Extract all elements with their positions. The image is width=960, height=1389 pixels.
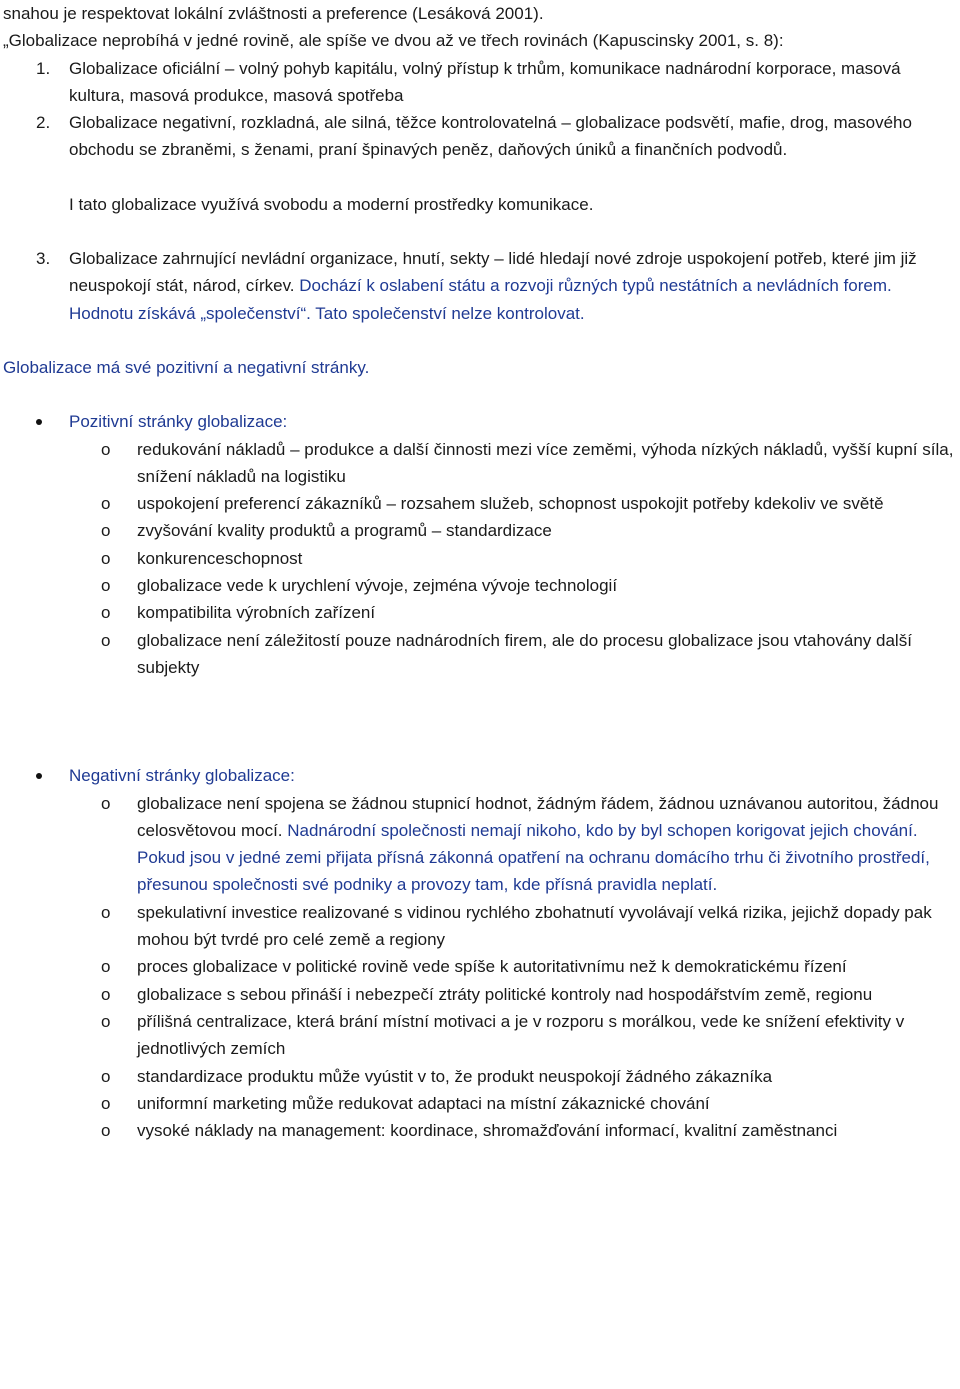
negative-heading-text: Negativní stránky globalizace: — [69, 766, 295, 786]
spacer — [0, 681, 960, 708]
negative-item-text: globalizace s sebou přináší i nebezpečí ztráty politické kontroly nad hospodářstvím země, regionu — [137, 984, 873, 1004]
negative-item-text: uniformní marketing může redukovat adaptaci na místní zákaznické chování — [137, 1093, 710, 1113]
intro-line-1: snahou je respektovat lokální zvláštnosti a preference (Lesáková 2001). — [3, 4, 544, 23]
negative-item-text-part2: Nadnárodní společnosti nemají nikoho, kdo by byl schopen korigovat jejich chování. Pokud jsou v jedné zemi přijata přísná zákonná opatření na ochranu domácího trhu či životního prostředí, přesunou společnosti své podniky a provozy tam, kde přísná pravidla neplatí. — [137, 820, 930, 895]
level-1-text: Globalizace oficiální – volný pohyb kapitálu, volný přístup k trhům, komunikace nadnárodní korporace, masová kultura, masová produkce, masová spotřeba — [69, 58, 901, 105]
negative-item — [0, 1117, 960, 1144]
positive-item — [0, 517, 960, 544]
circle-bullet-icon: o — [101, 603, 111, 623]
level-2-note: I tato globalizace využívá svobodu a moderní prostředky komunikace. — [69, 194, 594, 214]
circle-bullet-icon: o — [101, 1011, 111, 1031]
spacer — [0, 327, 960, 354]
spacer — [0, 164, 960, 191]
circle-bullet-icon: o — [101, 957, 111, 977]
summary-line: Globalizace má své pozitivní a negativní stránky. — [3, 357, 370, 377]
circle-bullet-icon: o — [101, 494, 111, 514]
positive-heading — [0, 408, 960, 435]
positive-item — [0, 490, 960, 517]
negative-item — [0, 899, 960, 954]
negative-item-text: spekulativní investice realizované s vidinou rychlého zbohatnutí vyvolávají velká rizika, jejichž dopady pak mohou být tvrdé pro celé země a regiony — [137, 902, 932, 950]
circle-bullet-icon: o — [101, 1093, 111, 1113]
positive-item — [0, 599, 960, 626]
positive-heading-text: Pozitivní stránky globalizace: — [69, 412, 288, 432]
positive-item-text: uspokojení preferencí zákazníků – rozsahem služeb, schopnost uspokojit potřeby kdekoliv ve světě — [137, 494, 884, 514]
circle-bullet-icon: o — [101, 984, 111, 1004]
circle-bullet-icon: o — [101, 439, 111, 459]
level-3-text-part1: Globalizace zahrnující nevládní organizace, hnutí, sekty – lidé hledají nové zdroje uspokojení potřeb, které jim již neuspokojí stát, národ, církev. — [69, 249, 917, 296]
positive-item-text: kompatibilita výrobních zařízení — [137, 603, 376, 623]
positive-item — [0, 545, 960, 572]
level-3-item — [0, 245, 960, 327]
circle-bullet-icon: o — [101, 576, 111, 596]
circle-bullet-icon: o — [101, 548, 111, 568]
circle-bullet-icon: o — [101, 1066, 111, 1086]
level-3-number: 3. — [36, 249, 51, 269]
positive-item-text: redukování nákladů – produkce a další činnosti mezi více zeměmi, výhoda nízkých nákladů, vyšší kupní síla, snížení nákladů na logistiku — [137, 439, 954, 486]
intro-line-2: „Globalizace neprobíhá v jedné rovině, ale spíše ve dvou až ve třech rovinách (Kapuscinsky 2001, s. 8): — [3, 31, 784, 51]
positive-item — [0, 572, 960, 599]
negative-item-text: přílišná centralizace, která brání místní motivaci a je v rozporu s morálkou, vede ke snížení efektivity v jednotlivých zemích — [137, 1011, 905, 1059]
positive-item-text: globalizace není záležitostí pouze nadnárodních firem, ale do procesu globalizace jsou vtahovány další subjekty — [137, 630, 912, 677]
positive-item — [0, 627, 960, 682]
spacer — [0, 218, 960, 245]
positive-item — [0, 436, 960, 491]
negative-item-text-part1: globalizace není spojena se žádnou stupnicí hodnot, žádným řádem, žádnou uznávanou autoritou, žádnou celosvětovou mocí. — [137, 793, 939, 840]
spacer — [0, 708, 960, 735]
circle-bullet-icon: o — [101, 630, 111, 650]
level-1-number: 1. — [36, 58, 51, 78]
spacer — [0, 735, 960, 762]
negative-item — [0, 1063, 960, 1090]
bullet-icon — [36, 773, 42, 779]
negative-item-text: proces globalizace v politické rovině vede spíše k autoritativnímu než k demokratickému řízení — [137, 957, 847, 977]
spacer — [0, 381, 960, 408]
negative-item — [0, 981, 960, 1008]
negative-item — [0, 790, 960, 899]
circle-bullet-icon: o — [101, 793, 111, 813]
level-3-text-part2: Dochází k oslabení státu a rozvoji různých typů nestátních a nevládních forem. Hodnotu získává „společenství“. Tato společenství nelze kontrolovat. — [69, 276, 892, 323]
circle-bullet-icon: o — [101, 902, 111, 922]
level-1-item — [0, 55, 960, 110]
circle-bullet-icon: o — [101, 1121, 111, 1141]
positive-item-text: konkurenceschopnost — [137, 548, 303, 568]
bullet-icon — [36, 419, 42, 425]
negative-item — [0, 953, 960, 980]
negative-item-text: vysoké náklady na management: koordinace, shromažďování informací, kvalitní zaměstnanci — [137, 1121, 838, 1141]
negative-item-text: standardizace produktu může vyústit v to, že produkt neuspokojí žádného zákazníka — [137, 1066, 773, 1086]
positive-item-text: zvyšování kvality produktů a programů – standardizace — [137, 521, 552, 541]
level-2-number: 2. — [36, 113, 51, 133]
level-2-text: Globalizace negativní, rozkladná, ale silná, těžce kontrolovatelná – globalizace podsvětí, mafie, drog, masového obchodu se zbraněmi, s ženami, praní špinavých peněz, daňových úniků a finančních podvodů. — [69, 113, 912, 160]
negative-item — [0, 1090, 960, 1117]
level-2-item — [0, 109, 960, 164]
circle-bullet-icon: o — [101, 521, 111, 541]
negative-heading — [0, 762, 960, 789]
positive-item-text: globalizace vede k urychlení vývoje, zejména vývoje technologií — [137, 576, 618, 596]
negative-item — [0, 1008, 960, 1063]
